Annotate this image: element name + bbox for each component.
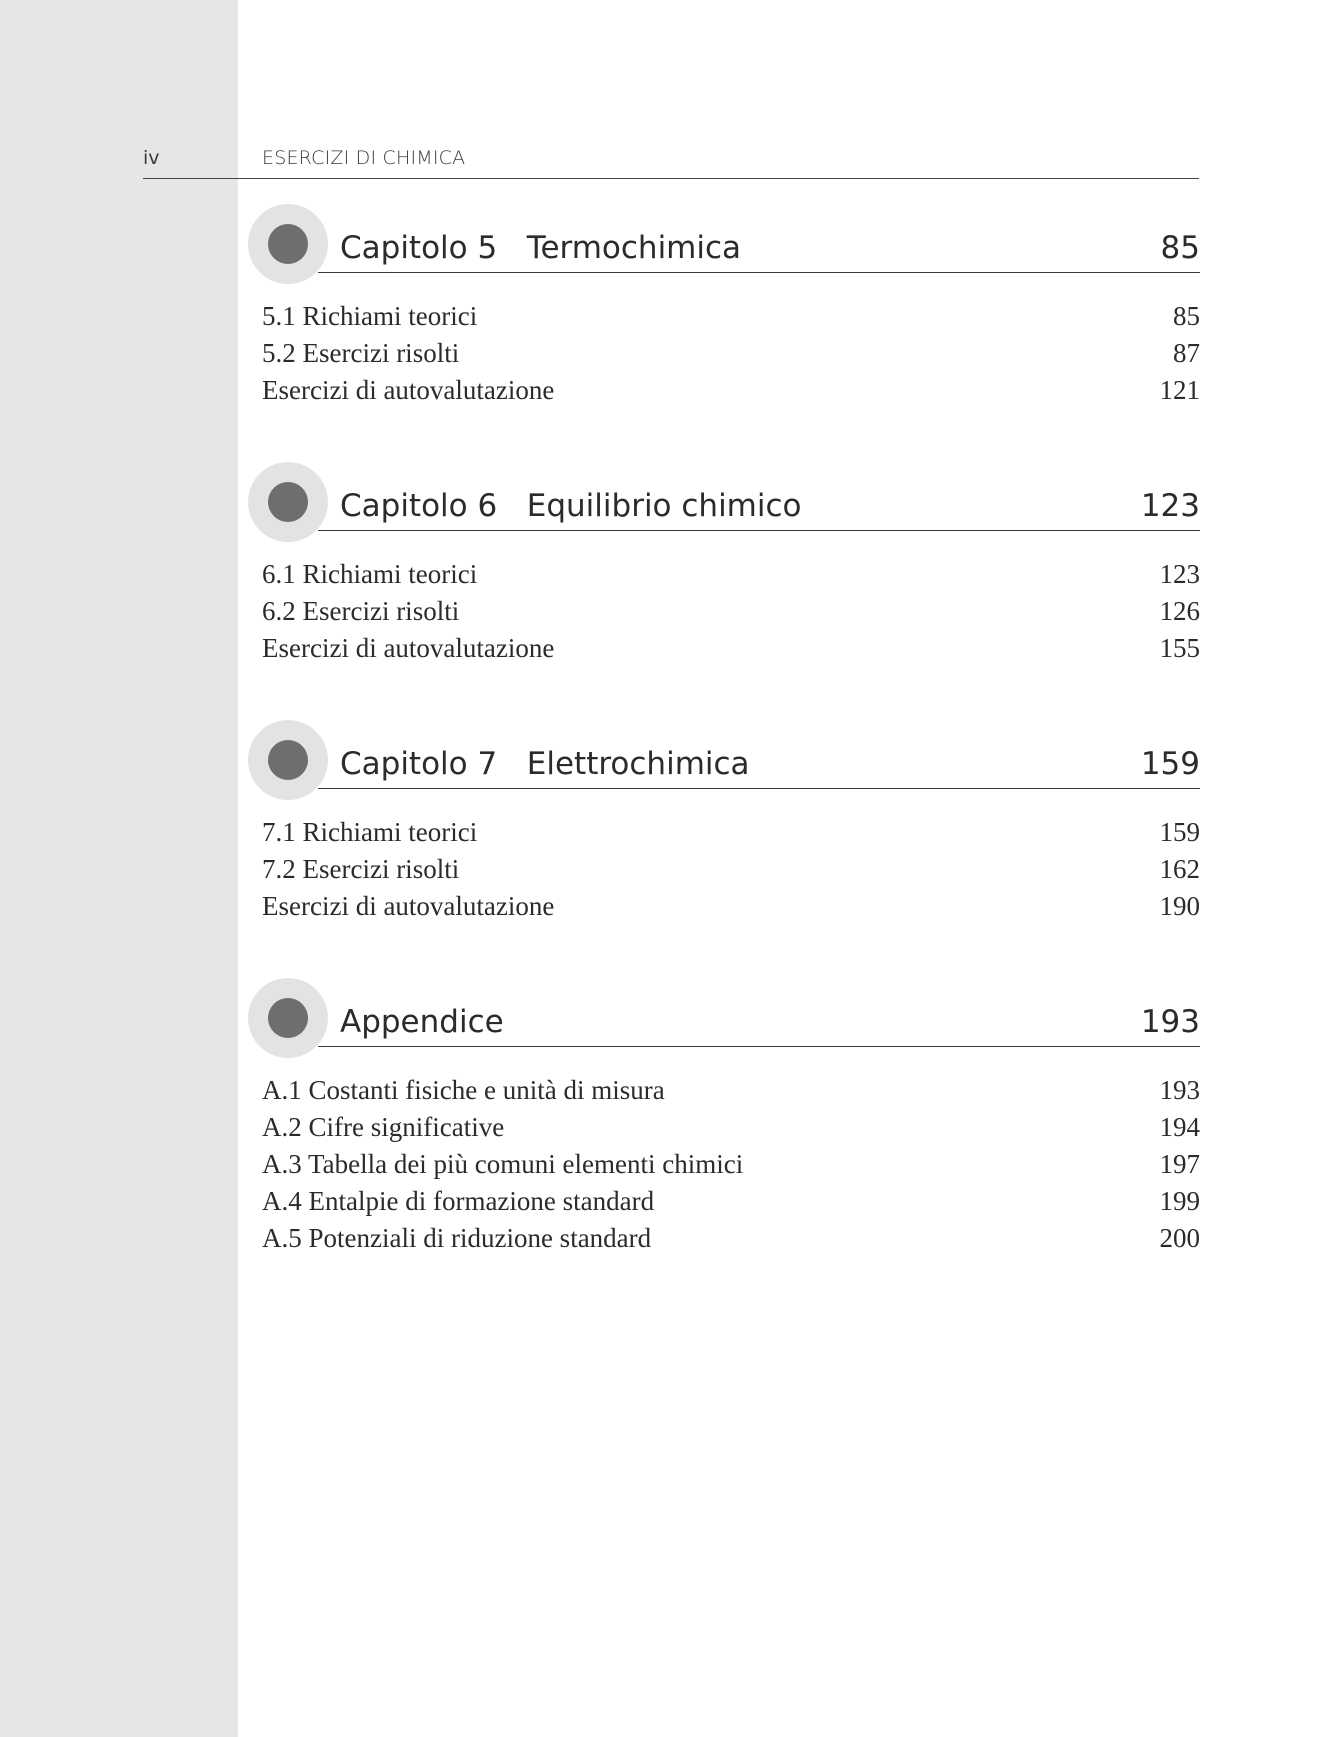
chapter-page: 123	[1140, 488, 1200, 524]
toc-entry-page: 85	[1173, 301, 1200, 331]
page-number: iv	[143, 147, 160, 169]
chapter-bullet-icon	[248, 204, 328, 284]
toc-entry-label: Esercizi di autovalutazione	[262, 633, 555, 663]
chapter-title: Capitolo 7 Elettrochimica	[340, 746, 750, 782]
chapter-bullet-icon	[248, 720, 328, 800]
chapter-bullet-dot	[268, 482, 308, 522]
toc-entry-label: A.3 Tabella dei più comuni elementi chimici	[262, 1149, 744, 1179]
toc-entry-page: 162	[1159, 854, 1200, 884]
side-margin-band	[0, 0, 238, 1737]
toc-entry-page: 193	[1159, 1075, 1200, 1105]
toc-entry[interactable]	[262, 1072, 1200, 1109]
chapter-heading[interactable]	[248, 462, 1200, 552]
toc-entry-label: 5.1 Richiami teorici	[262, 301, 478, 331]
chapter-title: Capitolo 6 Equilibrio chimico	[340, 488, 802, 524]
toc-entry[interactable]	[262, 298, 1200, 335]
toc-entry[interactable]	[262, 1183, 1200, 1220]
toc-entry-label: 6.2 Esercizi risolti	[262, 596, 460, 626]
toc-entry-label: 7.1 Richiami teorici	[262, 817, 478, 847]
chapter-bullet-dot	[268, 224, 308, 264]
toc-entry-page: 194	[1159, 1112, 1200, 1142]
toc-entry-page: 155	[1159, 633, 1200, 663]
toc-entry-label: 6.1 Richiami teorici	[262, 559, 478, 589]
chapter-title: Capitolo 5 Termochimica	[340, 230, 742, 266]
chapter-title-row	[318, 1002, 1200, 1047]
chapter-heading[interactable]	[248, 978, 1200, 1068]
toc-entry[interactable]	[262, 888, 1200, 925]
toc-entry-list	[262, 298, 1200, 409]
toc-entry[interactable]	[262, 1109, 1200, 1146]
toc-entry[interactable]	[262, 593, 1200, 630]
toc-entry-page: 199	[1159, 1186, 1200, 1216]
toc-entry-page: 123	[1159, 559, 1200, 589]
toc-entry[interactable]	[262, 630, 1200, 667]
toc-entry-label: A.5 Potenziali di riduzione standard	[262, 1223, 652, 1253]
toc-entry-list	[262, 814, 1200, 925]
chapter-bullet-dot	[268, 998, 308, 1038]
toc-entry[interactable]	[262, 814, 1200, 851]
toc-entry-list	[262, 556, 1200, 667]
toc-entry-page: 87	[1173, 338, 1200, 368]
toc-entry-label: 5.2 Esercizi risolti	[262, 338, 460, 368]
chapter-heading[interactable]	[248, 204, 1200, 294]
toc-entry[interactable]	[262, 1220, 1200, 1257]
toc-entry-label: A.4 Entalpie di formazione standard	[262, 1186, 655, 1216]
toc-entry[interactable]	[262, 372, 1200, 409]
chapter-title-row	[318, 486, 1200, 531]
chapter-page: 159	[1140, 746, 1200, 782]
toc-entry-page: 190	[1159, 891, 1200, 921]
toc-entry-label: Esercizi di autovalutazione	[262, 891, 555, 921]
toc-entry-page: 159	[1159, 817, 1200, 847]
running-header	[143, 142, 1199, 179]
toc-entry-label: A.1 Costanti fisiche e unità di misura	[262, 1075, 665, 1105]
toc-entry[interactable]	[262, 851, 1200, 888]
toc-entry-page: 126	[1159, 596, 1200, 626]
chapter-title-row	[318, 228, 1200, 273]
toc-entry[interactable]	[262, 556, 1200, 593]
chapter-bullet-icon	[248, 462, 328, 542]
chapter-bullet-dot	[268, 740, 308, 780]
toc-entry-page: 197	[1159, 1149, 1200, 1179]
chapter-bullet-icon	[248, 978, 328, 1058]
toc-entry-page: 200	[1159, 1223, 1200, 1253]
toc-entry-page: 121	[1159, 375, 1200, 405]
toc-entry[interactable]	[262, 1146, 1200, 1183]
book-title: ESERCIZI DI CHIMICA	[262, 147, 466, 169]
chapter-page: 85	[1160, 230, 1200, 266]
toc-entry[interactable]	[262, 335, 1200, 372]
chapter-heading[interactable]	[248, 720, 1200, 810]
toc-entry-label: Esercizi di autovalutazione	[262, 375, 555, 405]
toc-entry-label: 7.2 Esercizi risolti	[262, 854, 460, 884]
toc-entry-list	[262, 1072, 1200, 1257]
chapter-title-row	[318, 744, 1200, 789]
toc-entry-label: A.2 Cifre significative	[262, 1112, 505, 1142]
chapter-title: Appendice	[340, 1004, 504, 1040]
chapter-page: 193	[1140, 1004, 1200, 1040]
